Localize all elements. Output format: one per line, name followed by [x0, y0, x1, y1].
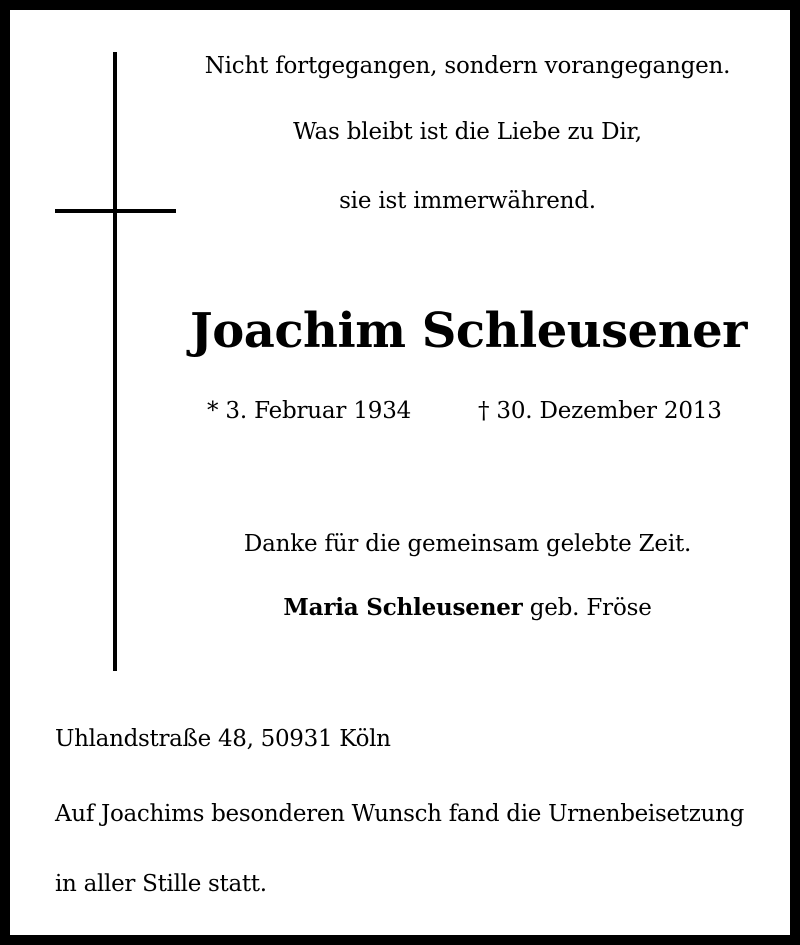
- verse-line-1: Nicht fortgegangen, sondern vorangegangen.: [204, 53, 731, 79]
- note-line-1: Auf Joachims besonderen Wunsch fand die Urnenbeisetzung: [55, 801, 745, 827]
- thanks-line: Danke für die gemeinsam gelebte Zeit.: [243, 531, 692, 557]
- deceased-name: Joachim Schleusener: [190, 303, 747, 359]
- death-date: † 30. Dezember 2013: [478, 398, 722, 424]
- cross-icon-horizontal-bar: [55, 209, 176, 213]
- signature-suffix: geb. Fröse: [522, 595, 652, 621]
- verse-line-3: sie ist immerwährend.: [339, 188, 596, 214]
- birth-date: * 3. Februar 1934: [207, 398, 412, 424]
- verse-line-2: Was bleibt ist die Liebe zu Dir,: [293, 119, 642, 145]
- signature-name: Maria Schleusener: [283, 594, 523, 621]
- signature: [190, 593, 745, 623]
- note-line-2: in aller Stille statt.: [55, 871, 267, 897]
- cross-icon-vertical-bar: [113, 52, 117, 671]
- address: Uhlandstraße 48, 50931 Köln: [55, 726, 391, 752]
